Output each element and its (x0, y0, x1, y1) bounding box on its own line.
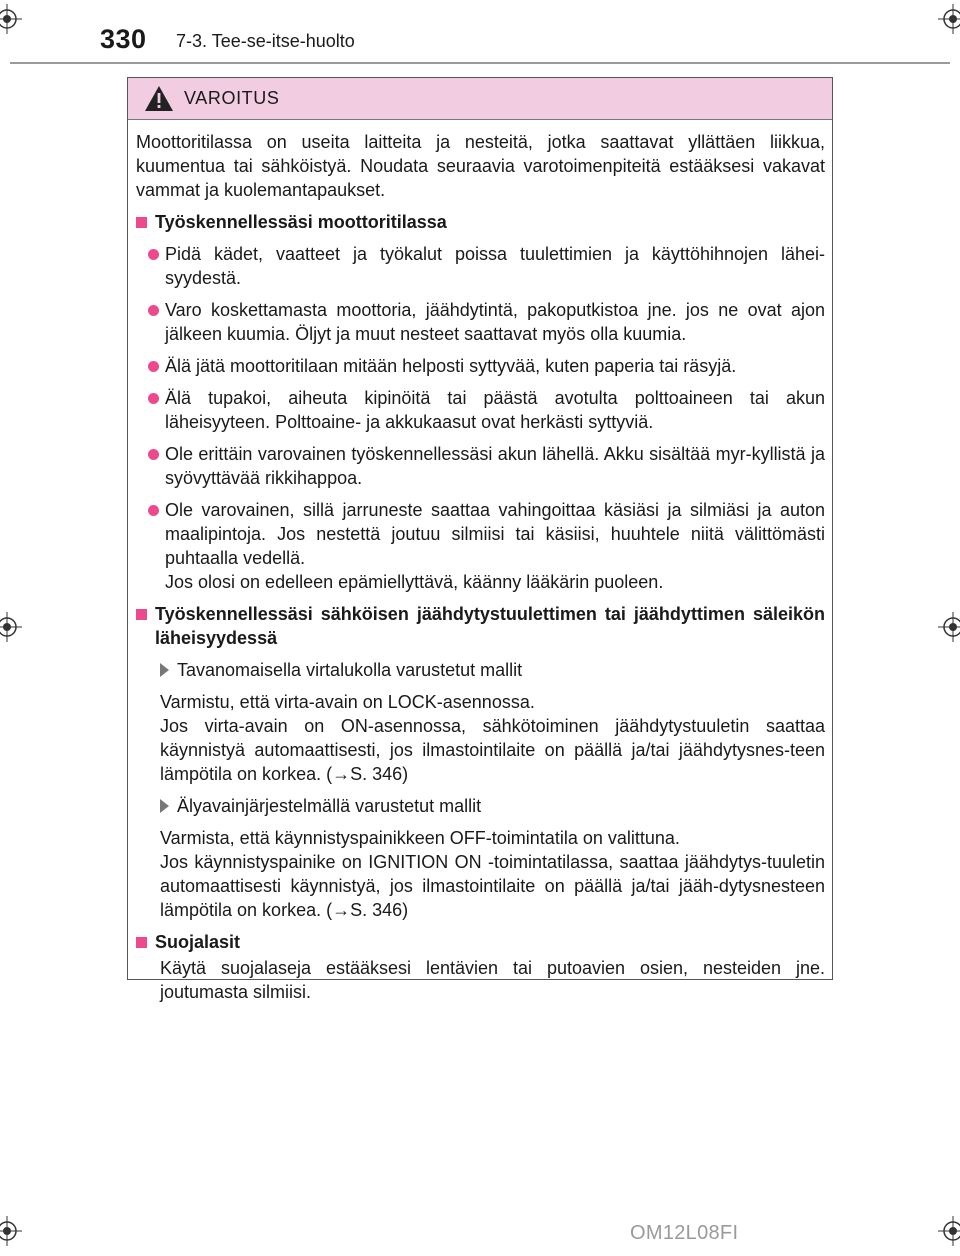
square-bullet-icon (136, 217, 147, 228)
list-item-text: Älä tupakoi, aiheuta kipinöitä tai päästä avotulta polttoaineen tai akun läheisyyteen. Polttoaine- ja akkukaasut ovat herkästi syttyviä. (165, 388, 825, 432)
circle-bullet-icon (148, 249, 159, 260)
paragraph-line: Jos käynnistyspainike on IGNITION ON -toimintatilassa, saattaa jäähdytys-tuuletin automaattisesti käynnistyä, jos ilmastointilaite on päällä ja/tai jääh-dytysnesteen lämpötila on korkea. (→S. 346) (160, 852, 825, 920)
triangle-marker-icon (160, 663, 169, 677)
warning-body (128, 120, 832, 1004)
model-variant-text: Älyavainjärjestelmällä varustetut mallit (177, 796, 482, 816)
section-heading-text: Työskennellessäsi sähköisen jäähdytystuulettimen tai jäähdyttimen säleikön läheisyydessä (155, 604, 825, 648)
paragraph-line: Varmista, että käynnistyspainikkeen OFF-toimintatila on valittuna. (160, 828, 680, 848)
model-variant-body (136, 690, 825, 786)
section-text: Käytä suojalaseja estääksesi lentävien tai putoavien osien, nesteiden jne. joutumasta silmiisi. (160, 958, 825, 1002)
section-heading (136, 602, 825, 650)
registration-mark-icon (0, 4, 22, 34)
model-variant-label (136, 658, 825, 682)
model-variant-body (136, 826, 825, 922)
list-item (136, 242, 825, 290)
triangle-marker-icon (160, 799, 169, 813)
list-item-text-main: Ole varovainen, sillä jarruneste saattaa vahingoittaa käsiäsi ja silmiäsi ja auton maalipintoja. Jos nestettä joutuu silmiisi tai käsiisi, huuhtele niitä välittömästi puhtaalla vedellä. (165, 500, 825, 568)
list-item (136, 498, 825, 594)
chapter-title: 7-3. Tee-se-itse-huolto (176, 31, 355, 51)
paragraph-line: Jos virta-avain on ON-asennossa, sähkötoiminen jäähdytystuuletin saattaa käynnistyä automaattisesti, jos ilmastointilaite on päällä ja/tai jäähdytysnes-teen lämpötila on korkea. (→S. 346) (160, 716, 825, 784)
registration-mark-icon (0, 1216, 22, 1246)
circle-bullet-icon (148, 449, 159, 460)
circle-bullet-icon (148, 393, 159, 404)
section-heading (136, 930, 825, 954)
registration-mark-icon (938, 1216, 960, 1246)
warning-title: VAROITUS (184, 88, 280, 108)
section-heading-text: Työskennellessäsi moottoritilassa (155, 212, 447, 232)
square-bullet-icon (136, 609, 147, 620)
circle-bullet-icon (148, 505, 159, 516)
section-heading (136, 210, 825, 234)
paragraph-line: Varmistu, että virta-avain on LOCK-asennossa. (160, 692, 535, 712)
list-item (136, 354, 825, 378)
list-item (136, 298, 825, 346)
section-heading-text: Suojalasit (155, 932, 241, 952)
warning-header (128, 78, 832, 120)
list-item-text-extra: Jos olosi on edelleen epämiellyttävä, käänny lääkärin puoleen. (165, 572, 664, 592)
warning-box (127, 77, 833, 1002)
square-bullet-icon (136, 937, 147, 948)
header-divider (10, 62, 950, 64)
list-item-text (165, 498, 825, 594)
warning-triangle-icon (144, 85, 174, 112)
registration-mark-icon (0, 612, 22, 642)
warning-intro: Moottoritilassa on useita laitteita ja nesteitä, jotka saattavat yllättäen liikkua, kuumentua tai sähköistyä. Noudata seuraavia varotoimenpiteitä estääksesi vakavat vammat ja kuolemantapaukset. (136, 132, 825, 200)
list-item-text: Ole erittäin varovainen työskennellessäsi akun lähellä. Akku sisältää myr-kyllistä ja syövyttävää rikkihappoa. (165, 444, 825, 488)
circle-bullet-icon (148, 361, 159, 372)
circle-bullet-icon (148, 305, 159, 316)
registration-mark-icon (938, 612, 960, 642)
list-item-text: Pidä kädet, vaatteet ja työkalut poissa tuulettimien ja käyttöhihnojen lähei-syydestä. (165, 244, 825, 288)
page-number: 330 (100, 24, 147, 54)
list-item (136, 442, 825, 490)
list-item-text: Älä jätä moottoritilaan mitään helposti syttyvää, kuten paperia tai räsyjä. (165, 356, 737, 376)
model-variant-label (136, 794, 825, 818)
registration-mark-icon (938, 4, 960, 34)
list-item (136, 386, 825, 434)
list-item-text: Varo koskettamasta moottoria, jäähdytintä, pakoputkistoa jne. jos ne ovat ajon jälkeen kuumia. Öljyt ja muut nesteet saattavat myös olla kuumia. (165, 300, 825, 344)
model-variant-text: Tavanomaisella virtalukolla varustetut mallit (177, 660, 523, 680)
footer-watermark: OM12L08FI (630, 1222, 739, 1244)
